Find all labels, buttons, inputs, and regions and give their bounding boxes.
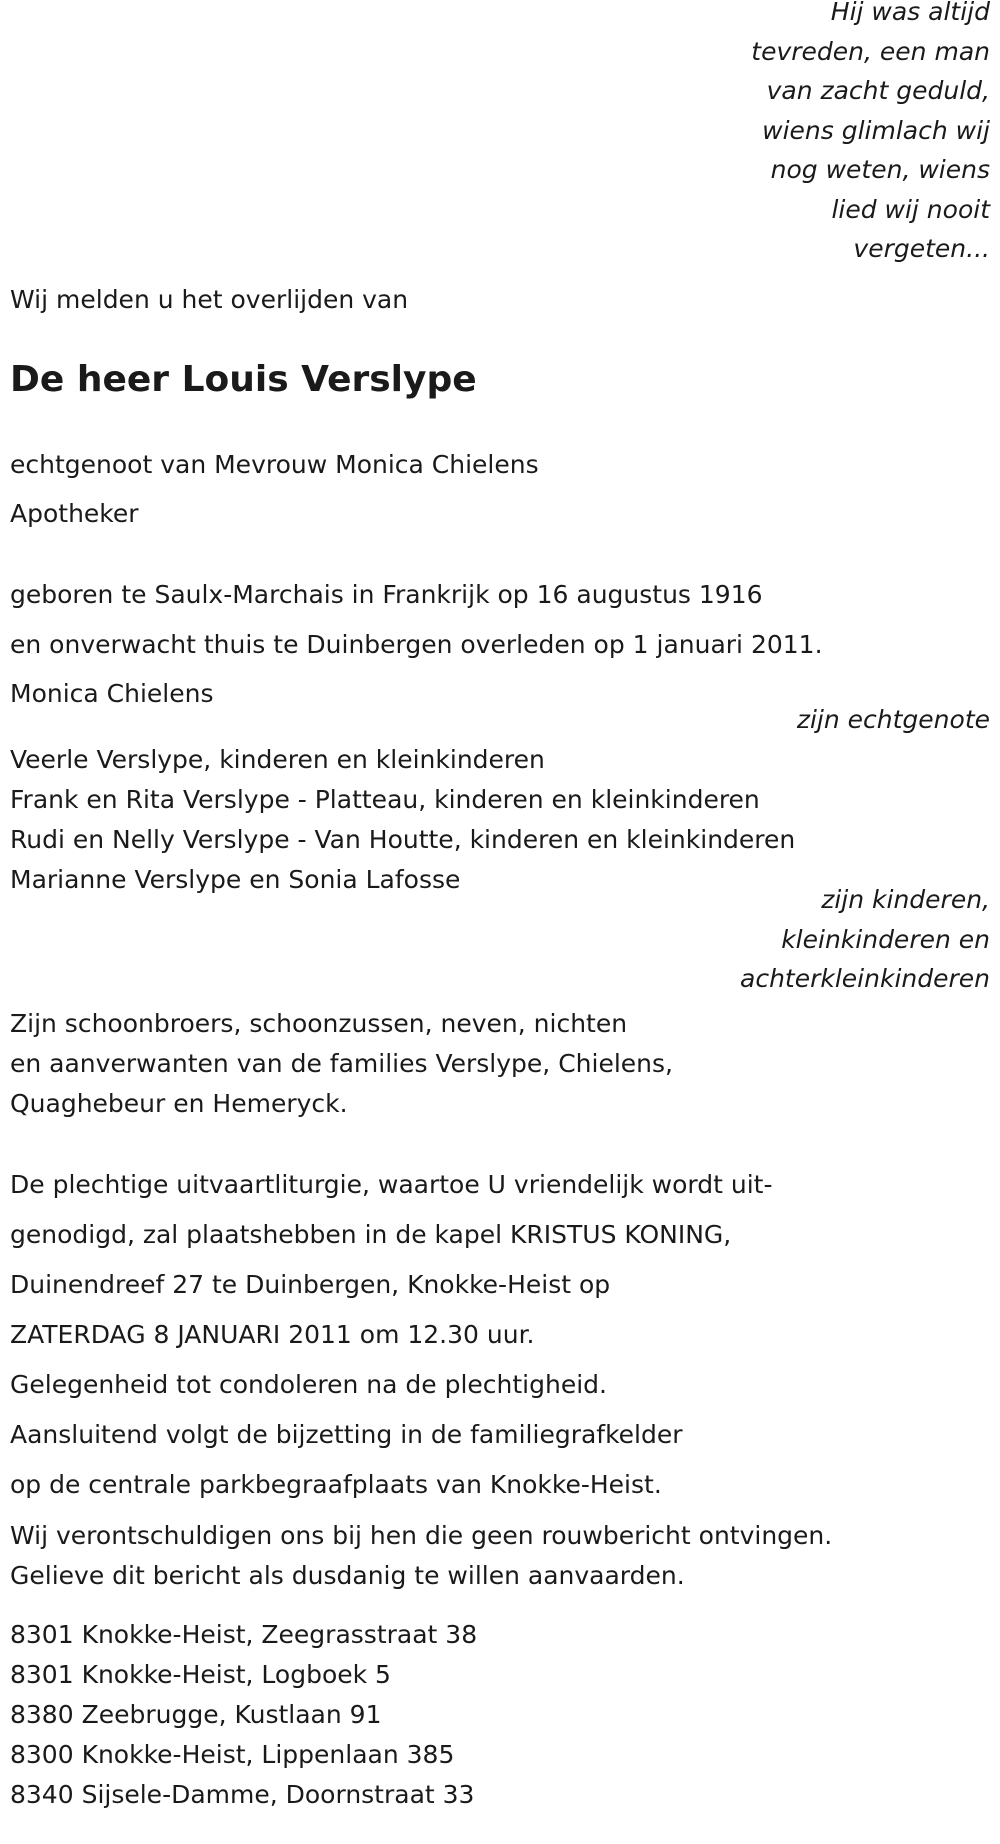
- apology-line: Gelieve dit bericht als dusdanig te willen aanvaarden.: [10, 1561, 685, 1590]
- profession: Apotheker: [10, 499, 139, 528]
- children-role: [740, 880, 990, 999]
- ceremony-line: Gelegenheid tot condoleren na de plechtigheid.: [10, 1370, 607, 1399]
- address-item: 8380 Zeebrugge, Kustlaan 91: [10, 1700, 382, 1729]
- address-item: 8301 Knokke-Heist, Zeegrasstraat 38: [10, 1620, 478, 1649]
- list-item: Marianne Verslype en Sonia Lafosse: [10, 865, 461, 894]
- list-item: Zijn schoonbroers, schoonzussen, neven, nichten: [10, 1009, 628, 1038]
- children-list: [10, 740, 795, 900]
- address-item: 8300 Knokke-Heist, Lippenlaan 385: [10, 1740, 455, 1769]
- ceremony-line: genodigd, zal plaatshebben in de kapel KRISTUS KONING,: [10, 1220, 732, 1249]
- spouse-name: Monica Chielens: [10, 679, 214, 708]
- intro-text: Wij melden u het overlijden van: [10, 285, 409, 314]
- ceremony-line: De plechtige uitvaartliturgie, waartoe U vriendelijk wordt uit-: [10, 1170, 773, 1199]
- ceremony-line: ZATERDAG 8 JANUARI 2011 om 12.30 uur.: [10, 1320, 535, 1349]
- address-item: 8340 Sijsele-Damme, Doornstraat 33: [10, 1780, 475, 1809]
- poem-line: van zacht geduld,: [766, 76, 990, 105]
- address-list: [10, 1615, 477, 1815]
- birth-line: geboren te Saulx-Marchais in Frankrijk op 16 augustus 1916: [10, 580, 763, 609]
- ceremony-details: [10, 1160, 773, 1510]
- poem-line: Hij was altijd: [830, 0, 990, 26]
- poem-line: vergeten...: [853, 234, 990, 263]
- list-item: en aanverwanten van de families Verslype, Chielens,: [10, 1049, 673, 1078]
- apology-text: [10, 1516, 832, 1596]
- role-line: zijn kinderen,: [821, 885, 990, 914]
- list-item: Veerle Verslype, kinderen en kleinkinderen: [10, 745, 545, 774]
- poem-line: nog weten, wiens: [770, 155, 990, 184]
- deceased-name: De heer Louis Verslype: [10, 359, 477, 400]
- role-line: achterkleinkinderen: [740, 964, 990, 993]
- poem-line: lied wij nooit: [831, 194, 990, 224]
- address-item: 8301 Knokke-Heist, Logboek 5: [10, 1660, 391, 1689]
- poem-line: tevreden, een man: [751, 36, 990, 66]
- list-item: Rudi en Nelly Verslype - Van Houtte, kinderen en kleinkinderen: [10, 825, 796, 854]
- spouse-role: zijn echtgenote: [796, 705, 990, 734]
- poem: [751, 0, 990, 269]
- role-line: kleinkinderen en: [781, 924, 990, 954]
- poem-line: wiens glimlach wij: [762, 115, 990, 145]
- spouse-line: echtgenoot van Mevrouw Monica Chielens: [10, 450, 539, 479]
- ceremony-line: Aansluitend volgt de bijzetting in de familiegrafkelder: [10, 1420, 683, 1449]
- death-line: en onverwacht thuis te Duinbergen overleden op 1 januari 2011.: [10, 630, 823, 659]
- list-item: Frank en Rita Verslype - Platteau, kinderen en kleinkinderen: [10, 785, 760, 814]
- relatives-list: [10, 1004, 673, 1124]
- ceremony-line: Duinendreef 27 te Duinbergen, Knokke-Heist op: [10, 1270, 611, 1299]
- ceremony-line: op de centrale parkbegraafplaats van Knokke-Heist.: [10, 1470, 662, 1499]
- apology-line: Wij verontschuldigen ons bij hen die geen rouwbericht ontvingen.: [10, 1521, 833, 1550]
- list-item: Quaghebeur en Hemeryck.: [10, 1089, 348, 1118]
